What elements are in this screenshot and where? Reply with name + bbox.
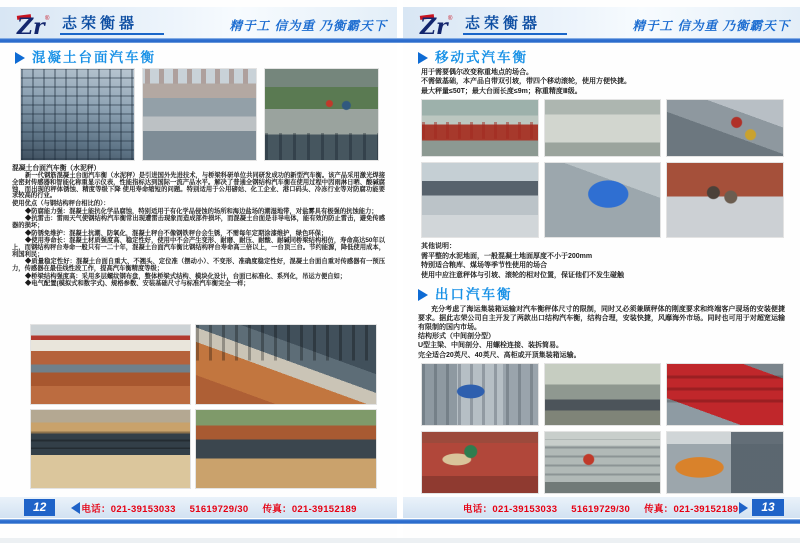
section-marker-icon [15,52,25,64]
logo-mark-icon [16,12,52,38]
svg-text:®: ® [448,16,453,22]
phone-label: 电话： [81,503,111,515]
photo-pouring-site [142,68,257,161]
page-header [403,0,800,43]
section-header-concrete-scale [15,50,397,65]
page-number-badge: 13 [752,499,783,516]
logo-mark-icon [419,12,455,38]
brand-name: 志荣衡器 [60,16,164,35]
advantage-item: ◆防锈免维护：混凝土抗潮、防氧化，混凝土秤台不像钢铁秤台会生锈，不需每年定期涂漆维护，绿色环保； [25,229,328,237]
fax-number: 021-39152189 [673,503,739,515]
section-header-export-scale [418,287,800,302]
fax-number: 021-39152189 [291,503,357,515]
zhirong-logo-icon [16,12,52,38]
photo-stacked-modules [544,431,662,494]
advantages-heading: 使用优点（与钢结构秤台相比的）： [12,199,110,207]
brand-name: 志荣衡器 [463,16,567,35]
photo-rebar-mesh [20,68,135,161]
page-right [403,0,800,543]
page-left [0,0,397,543]
export-paragraph: 充分考虑了海运集装箱运输对汽车衡秤体尺寸的限制，同时又必须兼顾秤体的刚度要求和终端客户现场的安装便捷要求。据此志荣公司自主开发了两款出口结构汽车衡，结构合理，安装快捷，风靡海外市场。同时也可用于对超宽运输有限制的国内市场。 [418,306,785,332]
brand-slogan: 精于工 信为重 乃衡霸天下 [632,19,790,33]
photo-grid-export-scale [421,363,784,494]
svg-text:®: ® [45,16,50,22]
page-number-badge: 12 [24,499,55,516]
section-header-mobile-scale [418,50,800,65]
photo-row-top [20,68,379,161]
section-title: 混凝土台面汽车衡 [32,49,156,65]
advantage-item: ◆抗雷击：雷雨天气使钢结构汽车衡常出现遭雷击现象而造成部件损坏，而混凝土台面是非导电体，能有效的防止雷击，避免传感器的损坏； [12,215,385,229]
advantage-item: ◆防腐能力强：混凝土能抗化学品腐蚀，特别适用于有化学品侵蚀的场所和海边盐场的潮湿地带，对盐雾具有极强的抗蚀能力； [25,207,378,215]
photo-container-interior-worker [421,363,539,426]
section-title: 出口汽车衡 [435,286,513,302]
article-concrete-scale [12,165,385,288]
photo-platform-ramp [30,409,191,490]
section-marker-icon [418,289,428,301]
structure-line: U型主梁、中间剖分、用螺栓连接、装拆简易。 [418,342,564,350]
photo-workshop-scale-body [544,363,662,426]
svg-text:Zr: Zr [17,14,45,38]
flag-chevron-icon [739,502,748,514]
advantage-item: ◆电气配置(模拟式和数字式)、规格参数、安装基础尺寸与标准汽车衡完全一样； [25,280,250,288]
photo-red-frames-container [666,363,784,426]
phone-number-1: 021-39153033 [110,503,176,515]
photo-grid-bottom [30,324,377,489]
svg-text:Zr: Zr [420,14,448,38]
brand-slogan: 精于工 信为重 乃衡霸天下 [229,19,387,33]
fax-label: 传真： [262,503,292,515]
intro-line: 用于需要偶尔改变称重地点的场合。 [421,69,533,76]
export-scale-text [418,305,785,360]
intro-line: 最大秤量≤50T；最大台面长度≤9m；称重精度Ⅲ级。 [421,87,582,95]
photo-platform-hillside [195,409,377,490]
note-line: 需平整的水泥地面，一般混凝土地面厚度不小于200mm [421,252,593,260]
fax-label: 传真： [644,503,674,515]
header-divider-rule [0,38,800,43]
note-line: 使用中应注意秤体与引坡、滚轮的相对位置，保证他们不发生碰触 [421,271,624,279]
photo-roller-detail [666,99,784,157]
phone-number-2: 51619729/30 [189,503,249,515]
mobile-scale-notes [421,242,784,280]
phone-label: 电话： [463,503,493,515]
note-line: 特别适合粮库、煤场等季节性使用的场合 [421,262,547,270]
advantage-item: ◆使用寿命长：混凝土材质强度高、稳定性好，使用中不会产生变形、耐磨、耐压、耐酸、耐碱同桥梁结构相仿，寿命高达50年以上，而钢结构秤台寿命一般只有一二十年，混凝土台面汽车衡比钢结构秤台寿命高三倍以上，一台顶三台。节约能源，降低使用成本，利国利民； [12,237,385,258]
photo-mobile-scale-ramp [421,162,539,238]
section-marker-icon [418,52,428,64]
photo-workers-pouring [264,68,379,161]
photo-forklift-loading [666,431,784,494]
structure-line: 完全适合20英尺、40英尺、高柜或开顶集装箱运输。 [418,351,581,359]
phone-number-1: 021-39153033 [492,503,558,515]
structure-heading: 结构形式（中间剖分型） [418,333,495,341]
photo-red-frame-closeup [421,431,539,494]
footer-divider-rule [0,519,800,524]
photo-truck-on-ramp [544,162,662,238]
photo-workshop-red-frame [421,99,539,157]
flag-chevron-icon [71,502,80,514]
page-footer [0,497,397,518]
page-header [0,0,397,43]
advantage-item: ◆桥梁结构强度高：采用多层螺纹钢布盘，整体桥梁式结构、模块化设计，台面已标准化、系列化，吊运方便自如； [25,272,347,280]
zhirong-logo-icon [419,12,455,38]
bottom-edge-strip [0,538,800,543]
photo-scales-red-earth [30,324,191,405]
section-title: 移动式汽车衡 [435,49,528,65]
photo-deck-corner-closeup [195,324,377,405]
article-intro: 新一代钢筋混凝土台面汽车衡（水泥秤）是引进国外先进技术，与桥梁科研单位共同研发成功的新型汽车衡。该产品采用激光焊接全密封传感器和智能化称重显示仪表，性能指标达到国际一流产品水平。解决了普通全钢结构汽车衡在使用过程中因雨淋日晒、酸碱腐蚀，而出现的秤体锈蚀、精度等级下降 使用寿命缩短的问题。特别适用于公用磅站、化工企业、港口码头、冷冻行业等对防腐功能要求较高的行业。 [12,172,385,200]
photo-workers-moving-ramp [666,162,784,238]
contact-info [81,501,356,515]
page-footer [403,497,800,518]
photo-grid-mobile-scale [421,99,784,238]
notes-heading: 其他说明： [421,243,456,251]
advantage-item: ◆质量稳定性好：混凝土台面自重大、不翘头、定位准（摆动小）、不变形、准确度稳定性好，混凝土台面自重对传感器有一预压力，传感器在最佳线性段工作，提高汽车衡精度等级； [12,258,385,272]
photo-gray-platform [544,99,662,157]
article-subtitle: 混凝土台面汽车衡（水泥秤） [12,165,101,172]
intro-line: 不需做基础，本产品自带双引坡，带四个移动滚轮，使用方便快捷。 [421,78,631,86]
phone-number-2: 51619729/30 [571,503,631,515]
mobile-scale-intro [421,68,784,96]
contact-info [463,501,738,515]
